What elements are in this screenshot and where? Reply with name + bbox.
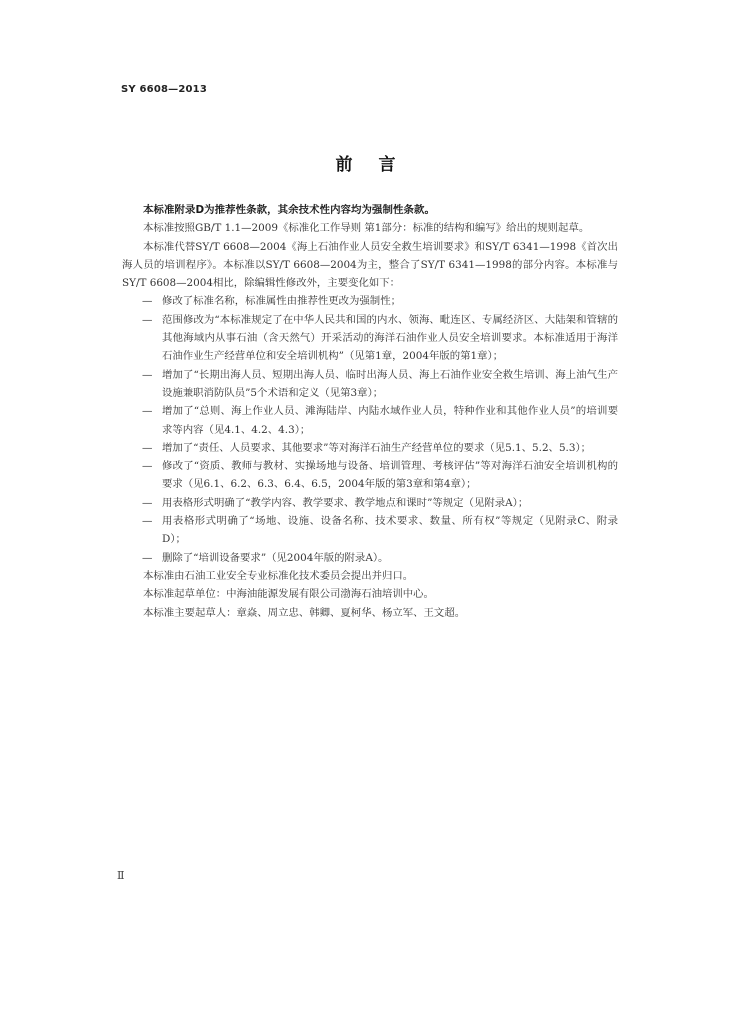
list-dash: — <box>142 460 153 473</box>
list-item <box>122 439 618 457</box>
page-number: Ⅱ <box>117 869 125 882</box>
foreword-body <box>122 201 618 622</box>
list-dash: — <box>142 368 153 381</box>
paragraph-proposer: 本标准由石油工业安全专业标准化技术委员会提出并归口。 <box>143 569 414 582</box>
paragraph-replacement: 本标准代替SY/T 6608—2004《海上石油作业人员安全救生培训要求》和SY/T 6341—1998《首次出海人员的培训程序》。本标准以SY/T 6608—2004为主，整合了SY/T 6341—1998的部分内容。本标准与SY/T 6608—2004相比，除编辑性修改外，主要变化如下： <box>122 240 618 290</box>
list-item-text: 删除了“培训设备要求”（见2004年版的附录A）。 <box>162 551 389 564</box>
list-item <box>122 402 618 439</box>
list-item-text: 用表格形式明确了“场地、设施、设备名称、技术要求、数量、所有权”等规定（见附录C、附录D）； <box>162 515 618 546</box>
list-dash: — <box>142 405 153 418</box>
list-dash: — <box>142 496 153 509</box>
list-item <box>122 366 618 403</box>
list-item <box>122 549 618 567</box>
list-dash: — <box>142 313 153 326</box>
paragraph-annex-note: 本标准附录D为推荐性条款，其余技术性内容均为强制性条款。 <box>143 204 435 216</box>
list-item-text: 修改了标准名称，标准属性由推荐性更改为强制性； <box>162 295 401 308</box>
list-item <box>122 494 618 512</box>
list-item-text: 增加了“总则、海上作业人员、滩海陆岸、内陆水域作业人员，特种作业和其他作业人员”的培训要求等内容（见4.1、4.2、4.3）； <box>162 405 618 436</box>
list-dash: — <box>142 441 153 454</box>
paragraph-drafting-unit: 本标准起草单位：中海油能源发展有限公司渤海石油培训中心。 <box>143 588 434 601</box>
list-item-text: 修改了“资质、教师与教材、实操场地与设备、培训管理、考核评估”等对海洋石油安全培训机构的要求（见6.1、6.2、6.3、6.4、6.5，2004年版的第3章和第4章）； <box>162 460 618 491</box>
list-item-text: 用表格形式明确了“教学内容、教学要求、教学地点和课时”等规定（见附录A）； <box>162 496 529 509</box>
list-dash: — <box>142 515 153 528</box>
list-item-text: 增加了“责任、人员要求、其他要求”等对海洋石油生产经营单位的要求（见5.1、5.2、5.3）； <box>162 441 592 454</box>
list-item-text: 范围修改为“本标准规定了在中华人民共和国的内水、领海、毗连区、专属经济区、大陆架和管辖的其他海域内从事石油（含天然气）开采活动的海洋石油作业人员安全培训要求。本标准适用于海洋石油作业生产经营单位和安全培训机构”（见第1章，2004年版的第1章）； <box>162 313 618 363</box>
page-title: 前言 <box>335 155 422 175</box>
paragraph-drafting-rules: 本标准按照GB/T 1.1—2009《标准化工作导则 第1部分：标准的结构和编写》给出的规则起草。 <box>143 222 590 235</box>
list-item <box>122 512 618 549</box>
list-dash: — <box>142 295 153 308</box>
list-item <box>122 292 618 310</box>
standard-code: SY 6608—2013 <box>121 84 207 95</box>
list-item-text: 增加了“长期出海人员、短期出海人员、临时出海人员、海上石油作业安全救生培训、海上油气生产设施兼职消防队员”5个术语和定义（见第3章）； <box>162 368 618 399</box>
list-dash: — <box>142 551 153 564</box>
list-item <box>122 311 618 366</box>
paragraph-drafters: 本标准主要起草人：章焱、周立忠、韩卿、夏柯华、杨立军、王文超。 <box>143 606 466 619</box>
list-item <box>122 457 618 494</box>
